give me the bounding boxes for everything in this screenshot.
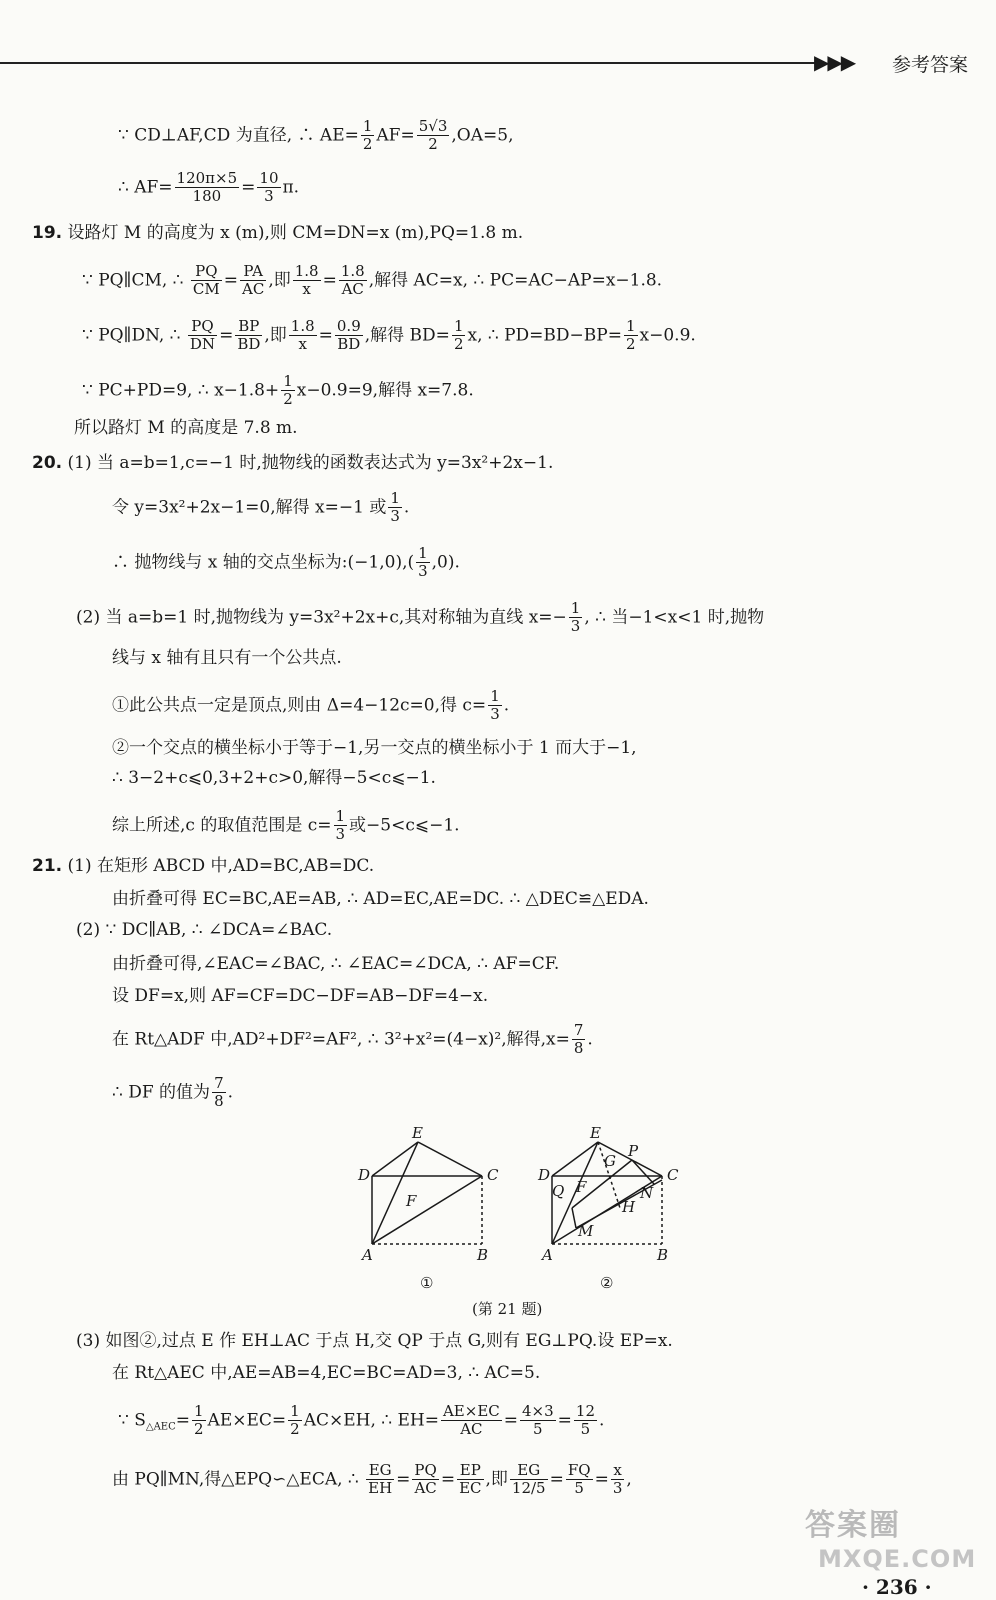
fraction: $\frac{1}{2}$: [290, 1402, 300, 1439]
solution-line: ∵ $S_{\triangle AEC}=$ $\frac{1}{2}$ AE×EC= $\frac{1}{2}$ AC×EH, ∴ EH= $\frac{AE\times EC}{AC}$ = $\frac{4\times 3}{5}$ = $\frac{12}{5}$ .: [118, 1402, 605, 1439]
fraction: $\frac{1}{3}$: [335, 807, 346, 844]
fraction: $\frac{120\pi\times 5}{180}$: [176, 169, 238, 206]
fraction: $\frac{4\times 3}{5}$: [522, 1402, 554, 1439]
question-20: 20. (1) 当 a=b=1,c=−1 时,抛物线的函数表达式为 y=3x²+2x−1.: [32, 453, 554, 473]
fraction: $\frac{AE\times EC}{AC}$: [442, 1402, 500, 1439]
figure-1-label: ①: [420, 1274, 434, 1292]
fraction: $\frac{1}{2}$: [625, 317, 636, 354]
fraction: $\frac{1.8}{AC}$: [340, 262, 365, 299]
fraction: $\frac{12}{5}$: [575, 1402, 595, 1439]
fraction: $\frac{0.9}{BD}$: [336, 317, 361, 354]
solution-line: 在 Rt△AEC 中,AE=AB=4,EC=BC=AD=3, ∴ AC=5.: [112, 1363, 541, 1383]
solution-line: (3) 如图②,过点 E 作 EH⊥AC 于点 H,交 QP 于点 G,则有 EG⊥PQ.设 EP=x.: [76, 1331, 673, 1351]
label-M: M: [578, 1222, 594, 1240]
fraction: $\frac{1}{3}$: [418, 544, 428, 581]
segment-qm: [572, 1208, 576, 1228]
fraction: $\frac{BP}{BD}$: [237, 317, 261, 354]
fraction: $\frac{7}{8}$: [214, 1074, 224, 1111]
fraction: $\frac{1}{3}$: [490, 687, 500, 724]
solution-line: 令 y=3x²+2x−1=0,解得 x=−1 或 $\frac{1}{3}$ .: [112, 489, 410, 526]
label-F: F: [576, 1178, 587, 1196]
question-number: 21.: [32, 856, 63, 876]
fraction: $\frac{1}{2}$: [362, 117, 373, 154]
fraction: $\frac{EG}{EH}$: [368, 1461, 393, 1498]
solution-line: 综上所述,c 的取值范围是 c= $\frac{1}{3}$ 或−5<c⩽−1.: [112, 807, 460, 844]
fraction: $\frac{1}{2}$: [283, 372, 293, 409]
label-P: P: [628, 1142, 639, 1160]
fraction: $\frac{PQ}{AC}$: [414, 1461, 437, 1498]
fraction: $\frac{EG}{12/5}$: [511, 1461, 546, 1498]
label-D: D: [538, 1166, 551, 1184]
solution-line: 由 PQ∥MN,得△EPQ∽△ECA, ∴ $\frac{EG}{EH}$ = $\frac{PQ}{AC}$ = $\frac{EP}{EC}$ ,即 $\frac{EG}{12/5}$ = $\frac{FQ}{5}$ = $\frac{x}{3}$ ,: [112, 1461, 632, 1498]
label-A: A: [362, 1246, 373, 1264]
header-title: 参考答案: [892, 54, 969, 76]
fraction: $\frac{1.8}{x}$: [290, 317, 315, 354]
fraction: $\frac{5√3}{2}$: [418, 117, 448, 154]
label-B: B: [657, 1246, 669, 1264]
solution-line: 设 DF=x,则 AF=CF=DC−DF=AB−DF=4−x.: [112, 986, 489, 1006]
fraction: $\frac{PA}{AC}$: [242, 262, 265, 299]
solution-line: ∵ PQ∥CM, ∴ $\frac{PQ}{CM}$ = $\frac{PA}{AC}$ ,即 $\frac{1.8}{x}$ = $\frac{1.8}{AC}$ ,解得 AC=x, ∴ PC=AC−AP=x−1.8.: [82, 262, 663, 299]
watermark-logo: 答案圈: [805, 1508, 901, 1543]
solution-line: 由折叠可得 EC=BC,AE=AB, ∴ AD=EC,AE=DC. ∴ △DEC≌△EDA.: [112, 889, 649, 909]
fraction: $\frac{10}{3}$: [259, 169, 279, 206]
solution-line: ∴ 3−2+c⩽0,3+2+c>0,解得−5<c⩽−1.: [112, 768, 436, 788]
label-C: C: [667, 1166, 679, 1184]
solution-line: ∴ 抛物线与 x 轴的交点坐标为:(−1,0),( $\frac{1}{3}$ ,0).: [112, 544, 460, 581]
page-number: · 236 ·: [862, 1575, 932, 1599]
fraction: $\frac{7}{8}$: [573, 1021, 584, 1058]
solution-line: (2) ∵ DC∥AB, ∴ ∠DCA=∠BAC.: [76, 920, 333, 940]
solution-line: ∵ PQ∥DN, ∴ $\frac{PQ}{DN}$ = $\frac{BP}{BD}$ ,即 $\frac{1.8}{x}$ = $\frac{0.9}{BD}$ ,解得 BD= $\frac{1}{2}$ x, ∴ PD=BD−BP= $\frac{1}{2}$ x−0.9.: [82, 317, 696, 354]
solution-line: (2) 当 a=b=1 时,抛物线为 y=3x²+2x+c,其对称轴为直线 x=− $\frac{1}{3}$ , ∴ 当−1<x<1 时,抛物: [76, 599, 765, 636]
fraction: $\frac{1}{3}$: [390, 489, 400, 526]
solution-line: ∵ PC+PD=9, ∴ x−1.8+ $\frac{1}{2}$ x−0.9=9,解得 x=7.8.: [82, 372, 474, 409]
label-B: B: [477, 1246, 489, 1264]
question-19: 19. 设路灯 M 的高度为 x (m),则 CM=DN=x (m),PQ=1.8 m.: [32, 223, 524, 243]
question-21: 21. (1) 在矩形 ABCD 中,AD=BC,AB=DC.: [32, 856, 375, 876]
label-N: N: [640, 1184, 654, 1202]
header-arrows-icon: ▶▶▶: [814, 50, 855, 74]
segment-ec: [418, 1142, 482, 1176]
fraction: $\frac{PQ}{DN}$: [189, 317, 216, 354]
solution-line: 由折叠可得,∠EAC=∠BAC, ∴ ∠EAC=∠DCA, ∴ AF=CF.: [112, 954, 560, 974]
figure-1: [372, 1142, 482, 1244]
fraction: $\frac{EP}{EC}$: [459, 1461, 482, 1498]
label-Q: Q: [552, 1182, 565, 1200]
solution-line: 所以路灯 M 的高度是 7.8 m.: [74, 418, 298, 438]
label-E: E: [590, 1124, 601, 1142]
fraction: $\frac{1}{2}$: [453, 317, 464, 354]
watermark-url: MXQE.COM: [818, 1545, 977, 1573]
solution-line: 线与 x 轴有且只有一个公共点.: [112, 648, 342, 668]
fraction: $\frac{x}{3}$: [612, 1461, 623, 1498]
fraction: $\frac{1}{2}$: [194, 1402, 204, 1439]
question-number: 20.: [32, 453, 63, 473]
geometry-figure: [340, 1120, 700, 1320]
segment-pn: [632, 1160, 654, 1184]
header-rule: [0, 62, 818, 64]
label-H: H: [622, 1198, 636, 1216]
solution-line: ∴ AF= $\frac{120\pi\times 5}{180}$ = $\frac{10}{3}$ π.: [118, 169, 300, 206]
solution-line: ①此公共点一定是顶点,则由 Δ=4−12c=0,得 c= $\frac{1}{3}$ .: [112, 687, 510, 724]
figure-2-label: ②: [600, 1274, 614, 1292]
label-C: C: [487, 1166, 499, 1184]
question-number: 19.: [32, 223, 63, 243]
label-A: A: [542, 1246, 553, 1264]
solution-line: 在 Rt△ADF 中,AD²+DF²=AF², ∴ 3²+x²=(4−x)²,解得,x= $\frac{7}{8}$ .: [112, 1021, 593, 1058]
solution-line: ②一个交点的横坐标小于等于−1,另一交点的横坐标小于 1 而大于−1,: [112, 738, 637, 758]
label-E: E: [412, 1124, 423, 1142]
segment-ac: [372, 1176, 482, 1244]
fraction: $\frac{FQ}{5}$: [567, 1461, 591, 1498]
solution-line: ∴ DF 的值为 $\frac{7}{8}$ .: [112, 1074, 234, 1111]
label-G: G: [604, 1152, 616, 1170]
label-D: D: [358, 1166, 371, 1184]
fraction: $\frac{1.8}{x}$: [294, 262, 319, 299]
solution-line: ∵ CD⊥AF,CD 为直径, ∴ AE= $\frac{1}{2}$ AF= $\frac{5√3}{2}$ ,OA=5,: [118, 117, 514, 154]
fraction: $\frac{1}{3}$: [570, 599, 581, 636]
label-F: F: [406, 1192, 417, 1210]
fraction: $\frac{PQ}{CM}$: [192, 262, 220, 299]
figure-caption: (第 21 题): [472, 1300, 543, 1318]
